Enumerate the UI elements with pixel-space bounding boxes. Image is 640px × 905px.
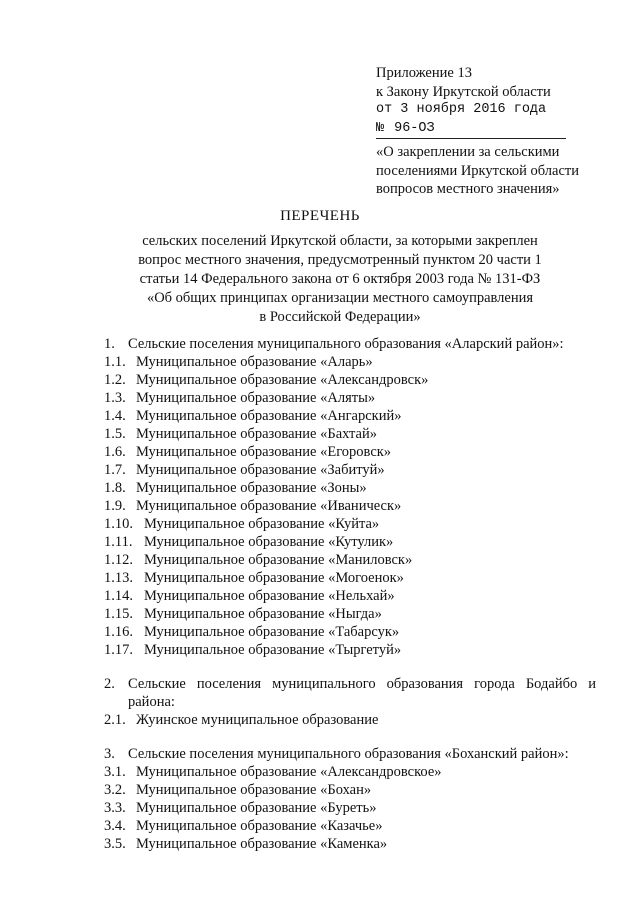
list-item: [104, 497, 604, 515]
section-title-cont: района:: [128, 694, 175, 710]
list-item: [104, 623, 604, 641]
section-title: Сельские поселения муниципального образования «Аларский район»:: [128, 336, 564, 352]
section-heading: [104, 675, 604, 711]
item-text: Муниципальное образование «Казачье»: [136, 818, 383, 834]
section-heading: [104, 335, 604, 353]
list-item: [104, 587, 604, 605]
appendix-number: Приложение 13: [376, 65, 472, 81]
item-text: Жуинское муниципальное образование: [136, 712, 379, 728]
appendix-date: от 3 ноября 2016 года: [376, 102, 547, 117]
appendix-law-ref: к Закону Иркутской области: [376, 83, 551, 100]
item-text: Муниципальное образование «Могоенок»: [144, 570, 404, 586]
item-number: 1.11.: [104, 534, 133, 550]
subject-line: «О закреплении за сельскими: [376, 144, 560, 160]
item-number: 1.4.: [104, 408, 126, 424]
item-text: Муниципальное образование «Табарсук»: [144, 624, 400, 640]
section-title: Сельские поселения муниципального образования «Боханский район»:: [128, 746, 569, 762]
appendix-header: [376, 64, 616, 199]
list-item: [104, 641, 604, 659]
item-text: Муниципальное образование «Тыргетуй»: [144, 642, 402, 658]
list-item: [104, 515, 604, 533]
list-item: [104, 605, 604, 623]
document-subtitle: [120, 232, 560, 327]
item-number: 1.10.: [104, 516, 133, 532]
item-number: 3.2.: [104, 782, 126, 798]
list-item: [104, 389, 604, 407]
appendix-law-number: [376, 120, 566, 140]
item-number: 1.5.: [104, 426, 126, 442]
item-number: 2.1.: [104, 712, 126, 728]
item-number: 1.1.: [104, 354, 126, 370]
item-number: 1.9.: [104, 498, 126, 514]
list-item: [104, 407, 604, 425]
item-text: Муниципальное образование «Егоровск»: [136, 444, 392, 460]
subtitle-line: статьи 14 Федерального закона от 6 октября 2003 года № 131-ФЗ: [139, 271, 541, 287]
subtitle-line: сельских поселений Иркутской области, за которыми закреплен: [142, 233, 538, 249]
list-item: [104, 817, 604, 835]
item-text: Муниципальное образование «Буреть»: [136, 800, 377, 816]
item-number: 1.16.: [104, 624, 133, 640]
section-number: 3.: [104, 746, 115, 762]
law-number: 96-ОЗ: [394, 120, 435, 136]
list-item: [104, 569, 604, 587]
item-number: 3.5.: [104, 836, 126, 852]
list-item: [104, 711, 604, 729]
item-number: 1.17.: [104, 642, 133, 658]
item-text: Муниципальное образование «Александровск»: [136, 372, 429, 388]
settlement-list: [104, 335, 604, 853]
section-items: [104, 763, 604, 853]
item-text: Муниципальное образование «Иваническ»: [136, 498, 402, 514]
item-text: Муниципальное образование «Нельхай»: [144, 588, 395, 604]
subject-line: вопросов местного значения»: [376, 181, 560, 197]
subtitle-line: в Российской Федерации»: [259, 309, 421, 325]
list-item: [104, 763, 604, 781]
item-number: 1.12.: [104, 552, 133, 568]
item-text: Муниципальное образование «Аларь»: [136, 354, 373, 370]
item-number: 1.8.: [104, 480, 126, 496]
item-text: Муниципальное образование «Куйта»: [144, 516, 380, 532]
item-text: Муниципальное образование «Александровское»: [136, 764, 442, 780]
list-item: [104, 799, 604, 817]
list-item: [104, 353, 604, 371]
item-number: 3.4.: [104, 818, 126, 834]
list-item: [104, 461, 604, 479]
list-item: [104, 371, 604, 389]
item-number: 1.14.: [104, 588, 133, 604]
item-text: Муниципальное образование «Каменка»: [136, 836, 388, 852]
section-number: 2.: [104, 676, 115, 692]
list-item: [104, 443, 604, 461]
appendix-subject: [376, 143, 616, 199]
section-heading: [104, 745, 604, 763]
item-number: 1.7.: [104, 462, 126, 478]
document-title: ПЕРЕЧЕНЬ: [280, 208, 360, 224]
subtitle-line: вопрос местного значения, предусмотренный пунктом 20 части 1: [138, 252, 542, 268]
item-number: 1.6.: [104, 444, 126, 460]
item-text: Муниципальное образование «Кутулик»: [144, 534, 394, 550]
section-items: [104, 353, 604, 659]
item-number: 3.1.: [104, 764, 126, 780]
section-number: 1.: [104, 336, 115, 352]
section-title: Сельские поселения муниципального образования города Бодайбо и: [128, 676, 596, 692]
item-text: Муниципальное образование «Ангарский»: [136, 408, 402, 424]
item-number: 1.3.: [104, 390, 126, 406]
section-items: [104, 711, 604, 729]
item-text: Муниципальное образование «Ныгда»: [144, 606, 382, 622]
number-sign: №: [376, 120, 385, 136]
item-number: 1.15.: [104, 606, 133, 622]
subtitle-line: «Об общих принципах организации местного самоуправления: [146, 290, 534, 306]
item-text: Муниципальное образование «Бахтай»: [136, 426, 377, 442]
item-text: Муниципальное образование «Аляты»: [136, 390, 376, 406]
item-text: Муниципальное образование «Зоны»: [136, 480, 367, 496]
item-number: 3.3.: [104, 800, 126, 816]
item-text: Муниципальное образование «Бохан»: [136, 782, 372, 798]
item-text: Муниципальное образование «Забитуй»: [136, 462, 385, 478]
list-item: [104, 425, 604, 443]
item-number: 1.2.: [104, 372, 126, 388]
item-text: Муниципальное образование «Маниловск»: [144, 552, 413, 568]
list-item: [104, 533, 604, 551]
subject-line: поселениями Иркутской области: [376, 162, 580, 179]
list-item: [104, 781, 604, 799]
item-number: 1.13.: [104, 570, 133, 586]
list-item: [104, 551, 604, 569]
list-item: [104, 835, 604, 853]
list-item: [104, 479, 604, 497]
